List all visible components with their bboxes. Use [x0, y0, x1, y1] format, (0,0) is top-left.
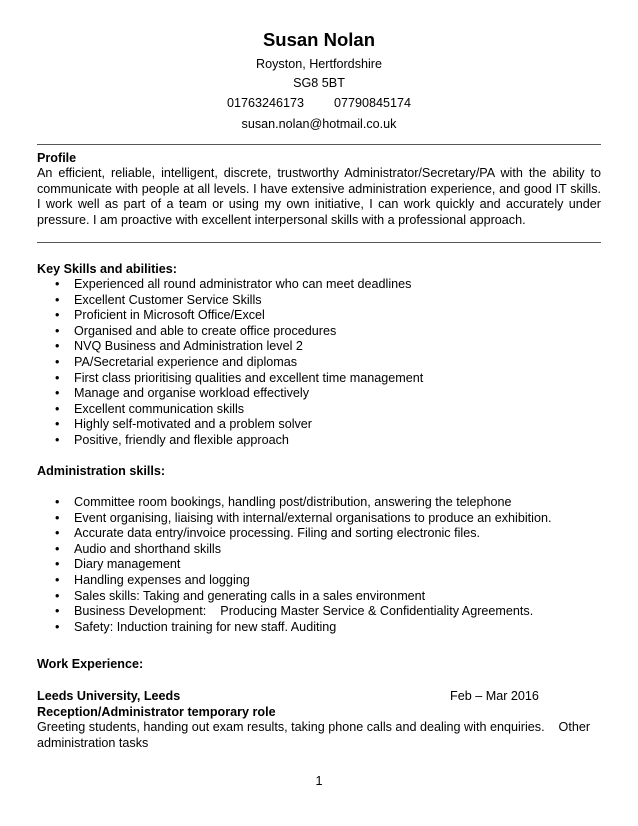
skill-text: Excellent Customer Service Skills	[74, 292, 262, 307]
bullet: •	[55, 354, 60, 369]
skill-text: First class prioritising qualities and excellent time management	[74, 370, 424, 385]
profile-text: An efficient, reliable, intelligent, discrete, trustworthy Administrator/Secretary/PA with the ability to communicate with people at all levels. I have extensive administration experience, and good IT skills. I work well as part of a team or using my own initiative, I can work quickly and accurately under pressure. I am proactive with excellent interpersonal skills with a professional approach.	[37, 166, 601, 227]
phone-landline: 01763246173	[226, 96, 304, 110]
skill-text: Diary management	[74, 557, 181, 572]
skill-text: Experienced all round administrator who can meet deadlines	[74, 277, 412, 291]
key-skills-list	[37, 277, 601, 449]
bullet: •	[55, 619, 60, 634]
list-item	[37, 371, 601, 387]
list-item	[37, 433, 601, 449]
skill-text: Excellent communication skills	[74, 401, 245, 416]
list-item	[37, 542, 601, 558]
key-skills-heading: Key Skills and abilities:	[37, 262, 177, 276]
skill-text: Safety: Induction training for new staff. Auditing	[74, 619, 337, 634]
skill-text: Positive, friendly and flexible approach	[74, 432, 289, 447]
bullet: •	[55, 588, 60, 603]
skill-text: Audio and shorthand skills	[74, 541, 222, 556]
list-item	[37, 526, 601, 542]
job-role: Reception/Administrator temporary role	[37, 705, 276, 719]
skill-text: Sales skills: Taking and generating calls in a sales environment	[74, 588, 426, 603]
bullet: •	[55, 557, 60, 572]
skill-text: Committee room bookings, handling post/distribution, answering the telephone	[74, 495, 512, 509]
list-item	[37, 277, 601, 293]
skill-text: PA/Secretarial experience and diplomas	[74, 354, 298, 369]
bullet: •	[55, 277, 60, 291]
bullet: •	[55, 339, 60, 354]
bullet: •	[55, 495, 60, 509]
skill-text: Event organising, liaising with internal/external organisations to produce an exhibition.	[74, 510, 552, 525]
bullet: •	[55, 541, 60, 556]
list-item	[37, 620, 601, 636]
skill-text: Accurate data entry/invoice processing. Filing and sorting electronic files.	[74, 526, 481, 541]
divider	[37, 242, 601, 243]
list-item	[37, 511, 601, 527]
phone-mobile: 07790845174	[334, 96, 412, 110]
list-item	[37, 339, 601, 355]
list-item	[37, 557, 601, 573]
list-item	[37, 308, 601, 324]
job-employer: Leeds University, Leeds	[37, 689, 181, 703]
list-item	[37, 495, 601, 511]
bullet: •	[55, 292, 60, 307]
bullet: •	[55, 604, 60, 619]
work-experience-heading: Work Experience:	[37, 657, 144, 671]
skill-text: Proficient in Microsoft Office/Excel	[74, 308, 265, 323]
bullet: •	[55, 323, 60, 338]
admin-skills-list	[37, 495, 601, 635]
list-item	[37, 573, 601, 589]
job-dates: Feb – Mar 2016	[450, 689, 539, 703]
list-item	[37, 324, 601, 340]
bullet: •	[55, 401, 60, 416]
address-line-1: Royston, Hertfordshire	[256, 57, 382, 71]
list-item	[37, 417, 601, 433]
bullet: •	[55, 386, 60, 401]
address-line-2: SG8 5BT	[293, 76, 345, 90]
job-description: Greeting students, handing out exam results, taking phone calls and dealing with enquiries. Other administration tasks	[37, 720, 594, 750]
admin-skills-heading: Administration skills:	[37, 464, 166, 478]
bullet: •	[55, 417, 60, 432]
profile-heading: Profile	[37, 151, 77, 165]
skill-text: Organised and able to create office procedures	[74, 323, 337, 338]
skill-text: Business Development: Producing Master Service & Confidentiality Agreements.	[74, 604, 534, 619]
bullet: •	[55, 526, 60, 541]
email-address: susan.nolan@hotmail.co.uk	[241, 117, 397, 131]
bullet: •	[55, 432, 60, 447]
bullet: •	[55, 308, 60, 323]
list-item	[37, 402, 601, 418]
candidate-name: Susan Nolan	[262, 29, 376, 50]
list-item	[37, 604, 601, 620]
bullet: •	[55, 370, 60, 385]
page-number: 1	[315, 774, 323, 788]
skill-text: Handling expenses and logging	[74, 572, 250, 587]
skill-text: NVQ Business and Administration level 2	[74, 339, 303, 354]
list-item	[37, 386, 601, 402]
skill-text: Manage and organise workload effectively	[74, 386, 309, 401]
phone-numbers	[0, 96, 638, 110]
list-item	[37, 355, 601, 371]
bullet: •	[55, 572, 60, 587]
list-item	[37, 293, 601, 309]
skill-text: Highly self-motivated and a problem solver	[74, 417, 312, 432]
list-item	[37, 589, 601, 605]
divider	[37, 144, 601, 145]
bullet: •	[55, 510, 60, 525]
